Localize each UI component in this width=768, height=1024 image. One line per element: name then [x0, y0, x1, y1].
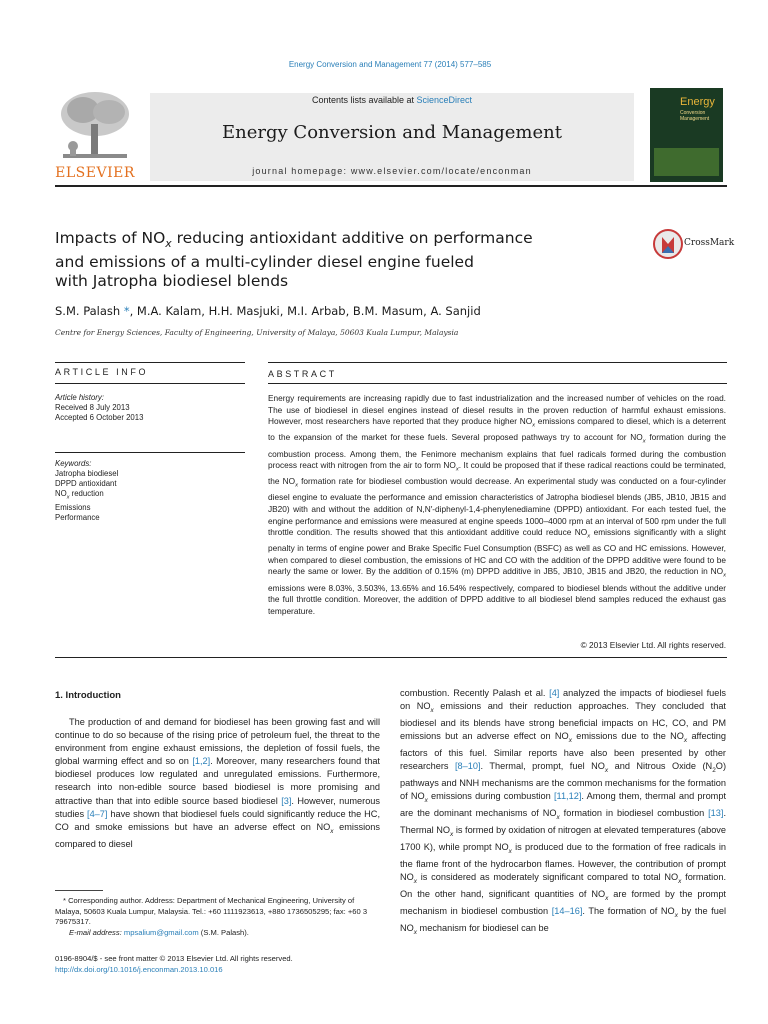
journal-homepage[interactable]: journal homepage: www.elsevier.com/locate/enconman [252, 166, 532, 176]
abstract-copyright: © 2013 Elsevier Ltd. All rights reserved. [580, 640, 726, 650]
keyword-5: Performance [55, 513, 100, 523]
article-info: Article history: Received 8 July 2013 Accepted 6 October 2013 Keywords: Jatropha biodiesel DPPD antioxidant $NO_x$ reduction Emissions Performance [55, 393, 245, 523]
keyword-1: Jatropha biodiesel [55, 468, 119, 478]
affiliation: Centre for Energy Sciences, Faculty of Engineering, University of Malaya, 50603 Kuala Lumpur, Malaysia [55, 328, 459, 337]
ref-4-7[interactable]: [4–7] [87, 808, 108, 819]
contents-line: Contents lists available at ScienceDirect [311, 95, 473, 105]
footnote-rule [55, 890, 103, 891]
cover-subtitle-1: Conversion [680, 110, 706, 116]
abstract-rule-top [268, 362, 727, 363]
ref-13[interactable]: [13] [708, 808, 724, 819]
crossmark-badge[interactable] [653, 229, 743, 259]
abstract-rule-sub [268, 383, 727, 384]
cover-image [654, 148, 719, 176]
abstract-rule-bottom [55, 657, 727, 658]
ref-1-2[interactable]: [1,2] [192, 756, 211, 767]
ref-4[interactable]: [4] [549, 688, 560, 698]
info-rule-top [55, 362, 245, 363]
keyword-4: Emissions [55, 502, 91, 512]
author-list: S.M. Palash *, M.A. Kalam, H.H. Masjuki, M.I. Arbab, B.M. Masum, A. Sanjid [55, 304, 481, 318]
cover-title: Energy [680, 96, 715, 108]
journal-citation[interactable]: Energy Conversion and Management 77 (2014) 577–585 [288, 60, 492, 69]
corresponding-author-marker[interactable]: * [123, 304, 130, 318]
sciencedirect-link[interactable]: ScienceDirect [416, 95, 473, 105]
abstract-text: Energy requirements are increasing rapidly due to fast industrialization and the increased number of vehicles on the road. The use of biodiesel in diesel engines instead of diesel results in the proven reduction of harmful exhaust emissions. However, most researchers have reported that they produce higher $NO_x$ emissions compared to diesel, which is a deterrent to the expansion of the market for these fuels. Several proposed pathways try to account for $NO_x$ formation during the combustion process. Among them, the Fenimore mechanism explains that fuel radicals formed during the combustion process react with nitrogen from the air to form $NO_x$. It could be proposed that if these radical reactions could be terminated, the $NO_x$ formation rate for biodiesel combustion would decrease. An experimental study was conducted on a four-cylinder diesel engine to evaluate the performance and emission characteristics of Jatropha biodiesel blends (JB5, JB10, JB15 and JB20) with and without the addition of N,N′-diphenyl-1,4-phenylenediamine (DPPD) antioxidant. For each tested fuel, the engine performance and emissions were measured at engine speeds 1000–4000 rpm at an interval of 500 rpm under the full throttle condition. The results showed that this antioxidant additive could reduce $NO_x$ emissions significantly with a slight penalty in terms of engine power and Brake Specific Fuel Consumption (BSFC) as well as CO and HC emissions. However, when compared to diesel combustion, the emissions of HC and CO with the addition of the DPPD additive were found to be nearly the same or lower. By the addition of 0.15% (m) DPPD additive in JB5, JB10, JB15 and JB20, the reduction in $NO_x$ emissions were 8.03%, 3.503%, 13.65% and 16.54% respectively, compared to biodiesel blends without the additive under the full throttle condition. Moreover, the addition of DPPD additive to all biodiesel blend samples reduced the exhaust gas temperature. [268, 393, 726, 616]
journal-title: Energy Conversion and Management [222, 122, 562, 143]
email-link[interactable]: mpsalium@gmail.com [123, 927, 199, 937]
header-rule [55, 185, 727, 187]
journal-cover-thumbnail [650, 88, 723, 182]
ref-11-12[interactable]: [11,12] [553, 791, 582, 802]
keyword-2: DPPD antioxidant [55, 479, 117, 489]
keyword-3: $NO_x$ reduction [55, 489, 104, 501]
article-info-heading: ARTICLE INFO [55, 367, 149, 377]
issn-line: 0196-8904/$ - see front matter © 2013 Elsevier Ltd. All rights reserved. http://dx.doi.org/10.1016/j.enconman.2013.10.016 [55, 954, 380, 975]
introduction-heading: 1. Introduction [55, 690, 121, 701]
abstract-heading: ABSTRACT [268, 369, 337, 379]
crossmark-label: CrossMark [684, 238, 735, 248]
introduction-right-column: combustion. Recently Palash et al. [4] analyzed the impacts of biodiesel fuels on $NO_x$ emissions and their reduction approaches. They concluded that biodiesel and its blends have strong beneficial impacts on HC, CO, and PM emissions but an adverse effect on $NO_x$ emissions due to the $NO_x$ affecting factors of this fuel. Similar reports have also been presented by other researchers [8–10]. Thermal, prompt, fuel $NO_x$ and Nitrous Oxide $(N_2O)$ pathways and NNH mechanisms are the common mechanisms for the formation of $NO_x$ emissions during combustion [11,12]. Among them, thermal and prompt are the dominant mechanisms of $NO_x$ formation in biodiesel combustion [13]. Thermal $NO_x$ is formed by oxidation of nitrogen at elevated temperatures (above 1700 K), while prompt $NO_x$ is produced due to the formation of free radicals in the flame front of the hydrocarbon flames. However, the contribution of prompt $NO_x$ is considered as moderately significant compared to total $NO_x$ formation. On the other hand, significant quantities of $NO_x$ are formed by the prompt mechanism in biodiesel combustion [14–16]. The formation of $NO_x$ by the fuel $NO_x$ mechanism for biodiesel can be [400, 688, 727, 936]
doi-link[interactable]: http://dx.doi.org/10.1016/j.enconman.2013.10.016 [55, 964, 223, 974]
article-title: Impacts of $NO_x$ reducing antioxidant additive on performance and emissions of a multi-cylinder diesel engine fueled with Jatropha biodiesel blends [55, 229, 533, 291]
ref-14-16[interactable]: [14–16] [551, 905, 583, 916]
cover-subtitle-2: Management [680, 116, 710, 122]
info-rule-sub [55, 383, 245, 384]
ref-3[interactable]: [3] [281, 795, 292, 806]
corresponding-author-footnote: * Corresponding author. Address: Department of Mechanical Engineering, University of Malaya, 50603 Kuala Lumpur, Malaysia. Tel.: +60 1111923613, +880 1736505295; fax: +60 3 79675317. E-mail address: mpsalium@gmail.com (S.M. Palash). [55, 896, 368, 937]
introduction-left-column: The production of and demand for biodiesel has been growing fast and will continue to do so because of the rising price of petroleum fuel, the threat to the environment from engine exhaust emissions, the depletion of fossil fuels, the global warming effect and so on [1,2]. Moreover, many researchers found that biodiesel produces low regulated and unregulated emissions. Furthermore, research into non-edible source based biodiesel is more promising and attractive than that into edible source based biodiesel [3]. However, numerous studies [4–7] have shown that biodiesel fuels could significantly reduce the HC, CO and smoke emissions but have an adverse effect on $NO_x$ emissions compared to diesel [55, 717, 381, 849]
ref-8-10[interactable]: [8–10] [455, 761, 481, 772]
elsevier-wordmark: ELSEVIER [55, 165, 135, 181]
